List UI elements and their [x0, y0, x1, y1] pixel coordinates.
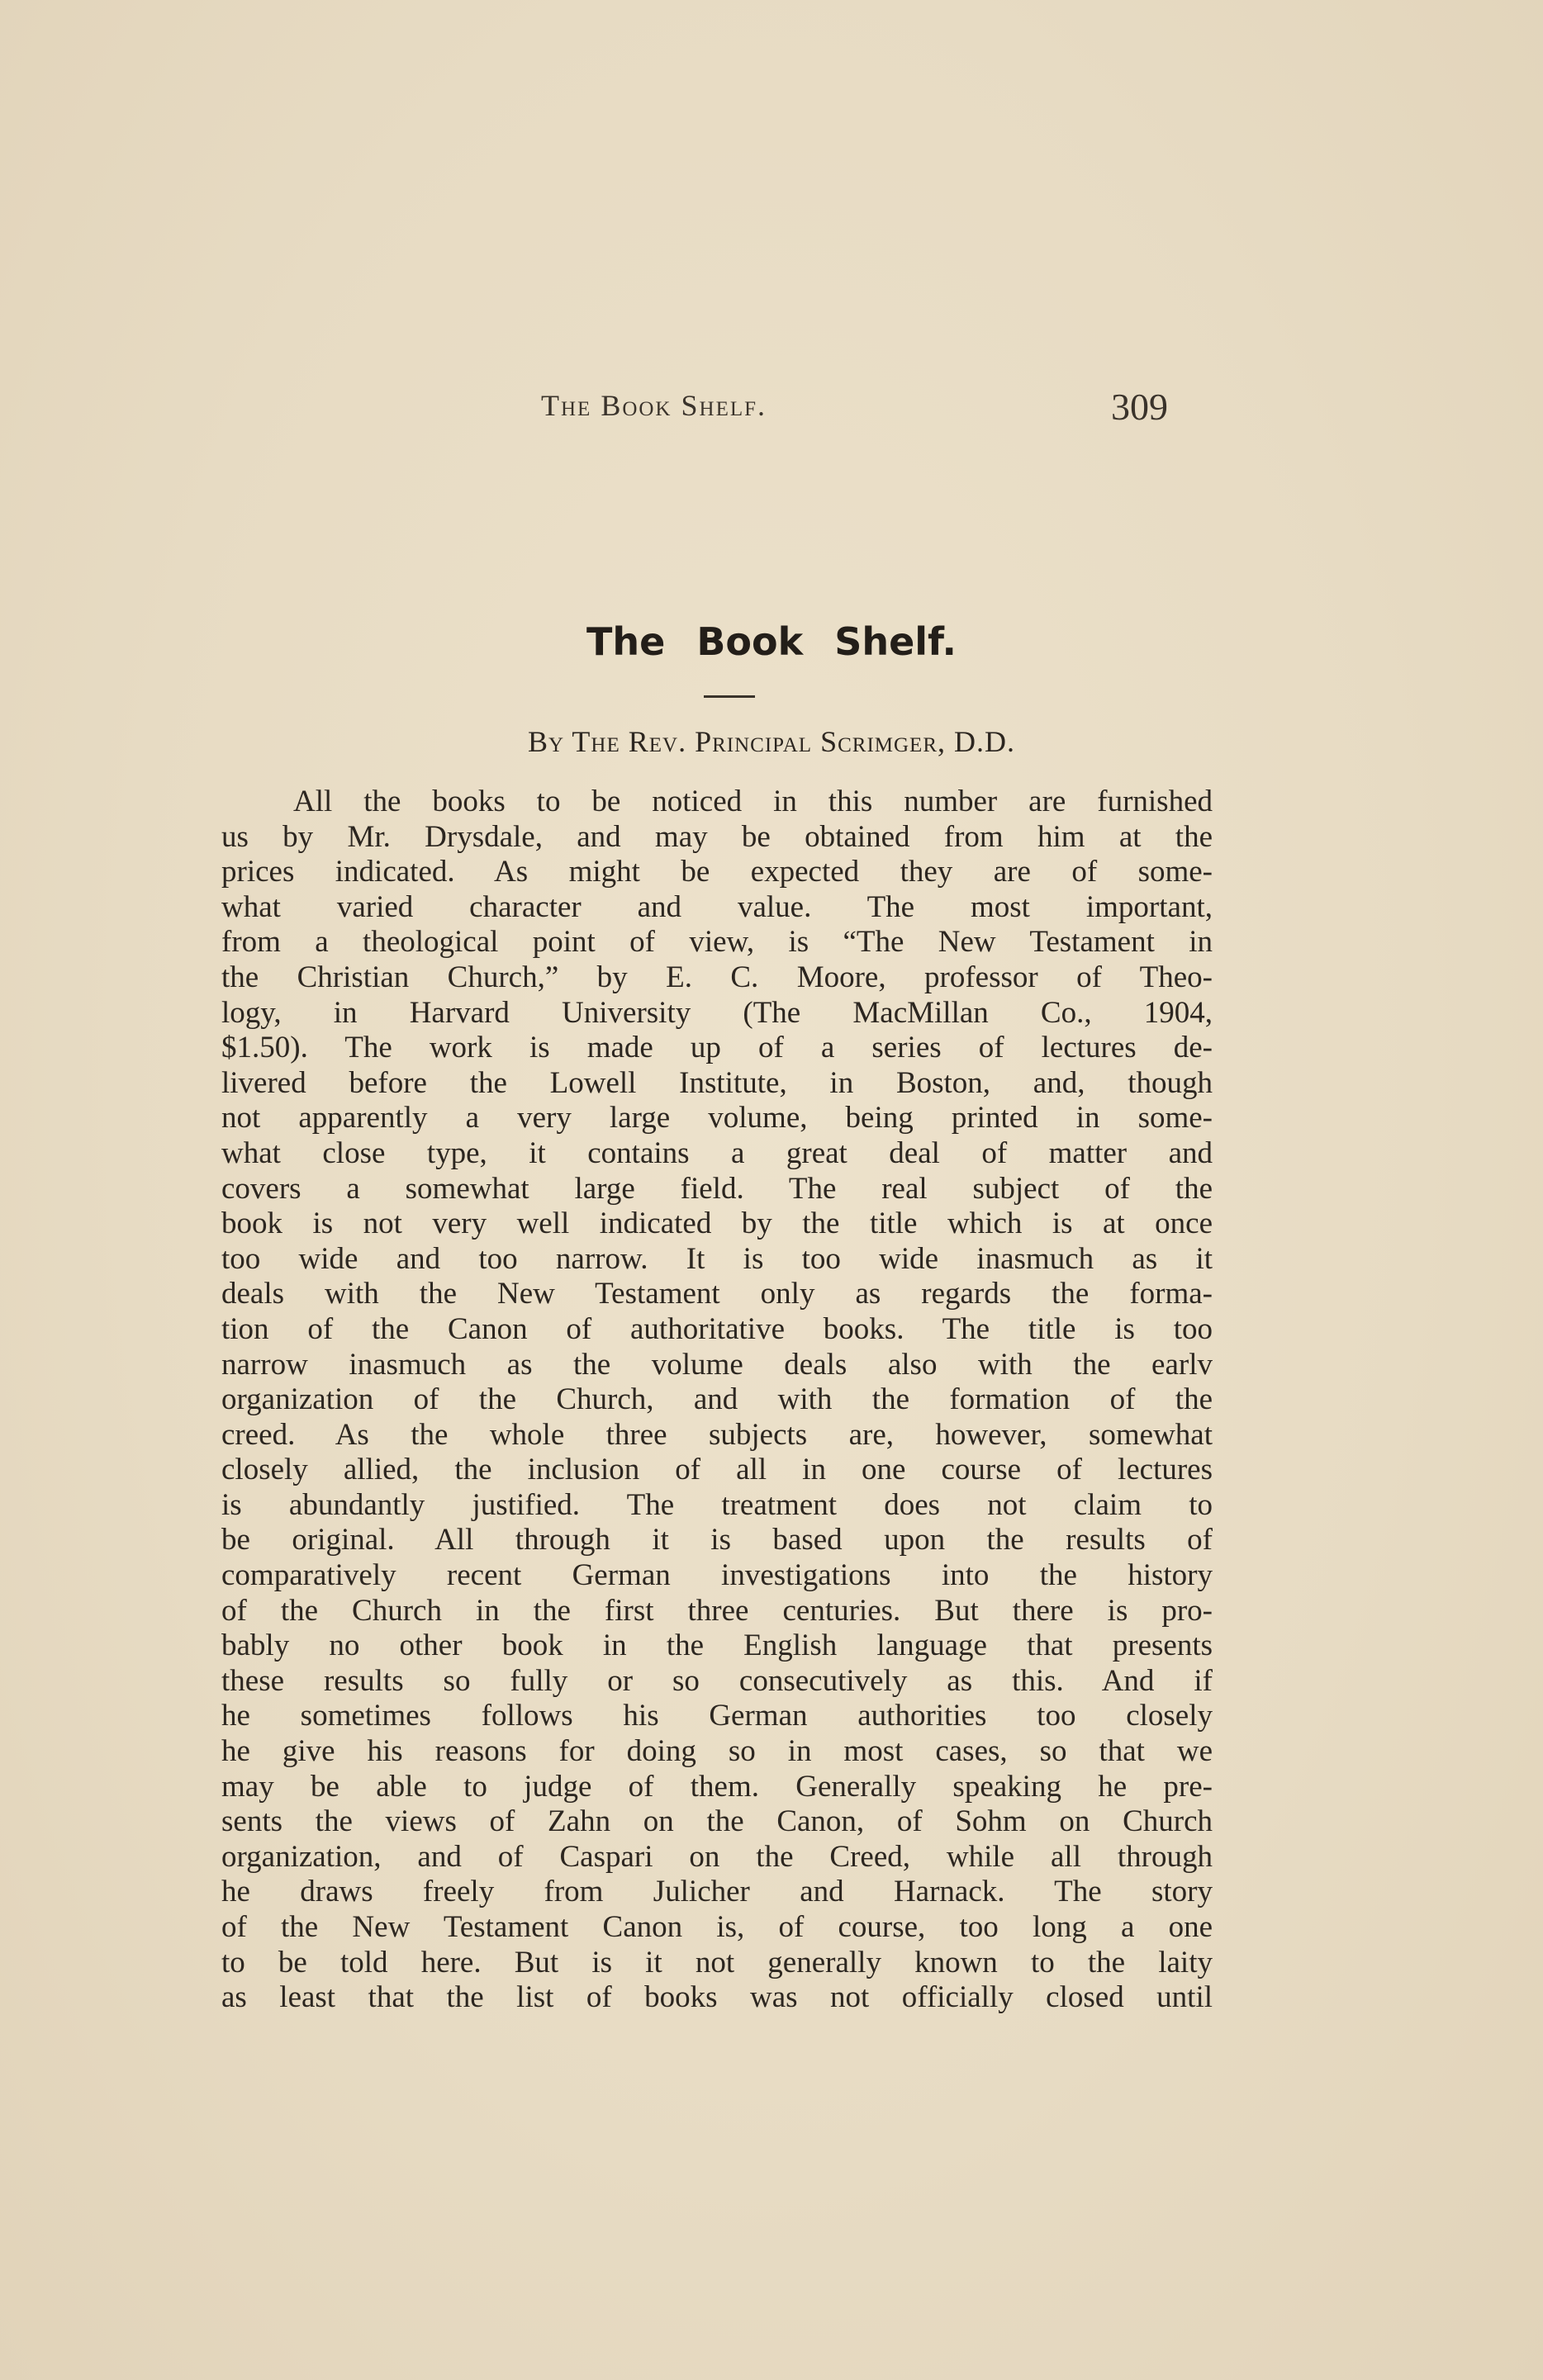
- text-line: prices indicated. As might be expected they are of some-: [221, 855, 1213, 889]
- running-head: [0, 388, 1543, 438]
- text-line: comparatively recent German investigations into the history: [221, 1558, 1213, 1593]
- text-line: as least that the list of books was not officially closed until: [221, 1980, 1213, 2015]
- text-line: creed. As the whole three subjects are, however, somewhat: [221, 1417, 1213, 1452]
- text-line: tion of the Canon of authoritative books. The title is too: [221, 1311, 1213, 1346]
- text-line: what varied character and value. The most important,: [221, 889, 1213, 924]
- page-number: 309: [1111, 386, 1168, 428]
- title-rule: [704, 695, 755, 698]
- text-line: these results so fully or so consecutively as this. And if: [221, 1663, 1213, 1698]
- text-line: he draws freely from Julicher and Harnack. The story: [221, 1875, 1213, 1909]
- text-line: he sometimes follows his German authorities too closely: [221, 1699, 1213, 1733]
- text-line: is abundantly justified. The treatment does not claim to: [221, 1487, 1213, 1522]
- text-line: of the New Testament Canon is, of course, too long a one: [221, 1910, 1213, 1944]
- text-line: organization, and of Caspari on the Creed, while all through: [221, 1839, 1213, 1874]
- text-line: closely allied, the inclusion of all in one course of lectures: [221, 1453, 1213, 1487]
- text-line: organization of the Church, and with the formation of the: [221, 1382, 1213, 1417]
- article-body: [221, 785, 1213, 2016]
- text-line: not apparently a very large volume, being printed in some-: [221, 1101, 1213, 1135]
- text-line: book is not very well indicated by the title which is at once: [221, 1207, 1213, 1241]
- text-line: logy, in Harvard University (The MacMillan Co., 1904,: [221, 995, 1213, 1030]
- text-line: what close type, it contains a great deal of matter and: [221, 1135, 1213, 1170]
- text-line: the Christian Church,” by E. C. Moore, professor of Theo-: [221, 960, 1213, 994]
- byline: By The Rev. Principal Scrimger, D.D.: [528, 725, 1015, 758]
- text-line: he give his reasons for doing so in most cases, so that we: [221, 1734, 1213, 1769]
- text-line: livered before the Lowell Institute, in Boston, and, though: [221, 1065, 1213, 1100]
- text-line: to be told here. But is it not generally known to the laity: [221, 1945, 1213, 1979]
- running-head-title: The Book Shelf.: [541, 389, 767, 422]
- text-line: narrow inasmuch as the volume deals also with the earlv: [221, 1347, 1213, 1382]
- text-line: may be able to judge of them. Generally speaking he pre-: [221, 1769, 1213, 1804]
- text-line: deals with the New Testament only as regards the forma-: [221, 1277, 1213, 1311]
- text-line: of the Church in the first three centuries. But there is pro-: [221, 1593, 1213, 1628]
- article-title: The Book Shelf.: [586, 619, 957, 664]
- text-line: covers a somewhat large field. The real subject of the: [221, 1171, 1213, 1206]
- text-line: from a theological point of view, is “The New Testament in: [221, 925, 1213, 960]
- text-line: too wide and too narrow. It is too wide inasmuch as it: [221, 1241, 1213, 1276]
- text-line: All the books to be noticed in this number are furnished: [293, 785, 1213, 818]
- text-line: sents the views of Zahn on the Canon, of Sohm on Church: [221, 1804, 1213, 1839]
- text-line: bably no other book in the English language that presents: [221, 1629, 1213, 1663]
- text-line: be original. All through it is based upon the results of: [221, 1523, 1213, 1557]
- text-line: us by Mr. Drysdale, and may be obtained from him at the: [221, 819, 1213, 854]
- text-line: $1.50). The work is made up of a series of lectures de-: [221, 1031, 1213, 1065]
